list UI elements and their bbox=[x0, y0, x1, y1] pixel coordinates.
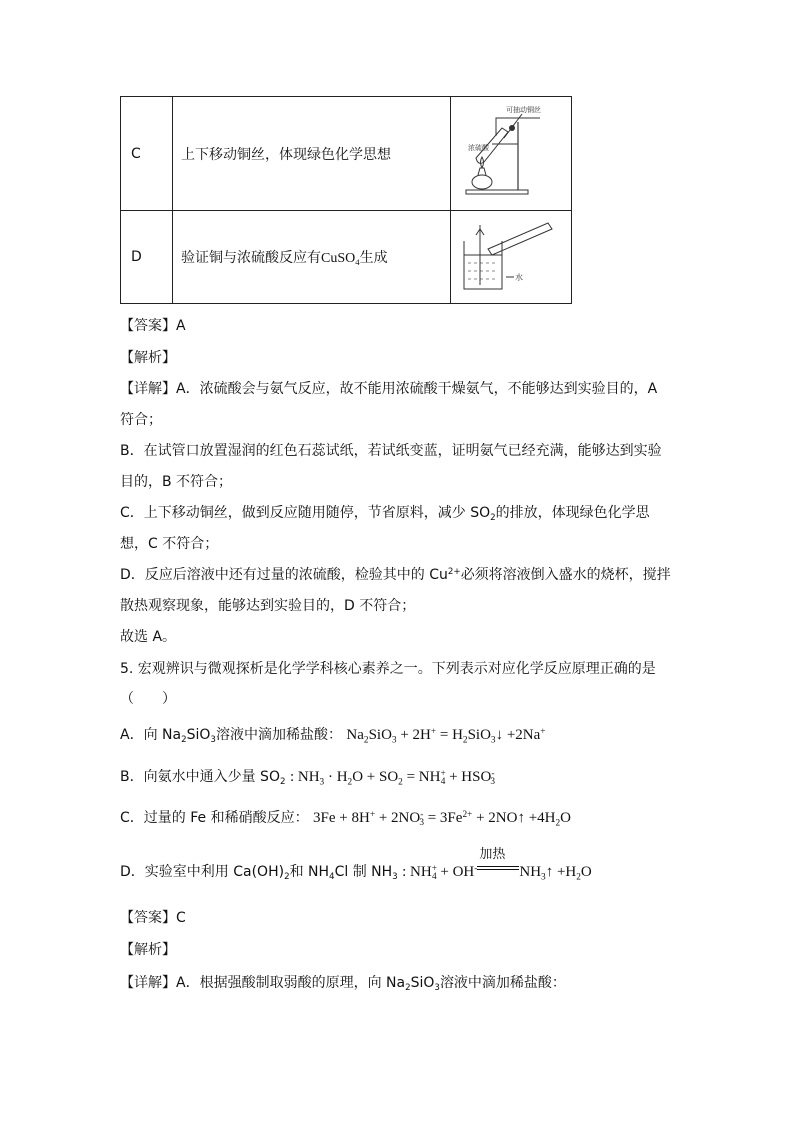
question-stem: 5. 宏观辨识与微观探析是化学学科核心素养之一。下列表示对应化学反应原理正确的是 bbox=[120, 661, 656, 677]
option-description: 上下移动铜丝，体现绿色化学思想 bbox=[173, 97, 451, 211]
apparatus-figure-d bbox=[451, 211, 572, 304]
answer-label: 【答案】C bbox=[120, 910, 186, 926]
table-row bbox=[121, 211, 572, 304]
option-label: D bbox=[121, 211, 173, 304]
detail-line: C．上下移动铜丝，做到反应随用随停，节省原料，减少 $SO_2$的排放，体现绿色化学思 bbox=[120, 505, 650, 524]
figure-label: 可抽动铜丝 bbox=[506, 105, 541, 114]
options-table bbox=[120, 96, 572, 304]
copper-wire-apparatus-icon bbox=[452, 102, 570, 202]
figure-label: 浓硫酸 bbox=[468, 143, 489, 152]
option-label: C bbox=[121, 97, 173, 211]
detail-line: 散热观察现象，能够达到实验目的，D 不符合； bbox=[120, 598, 416, 614]
question-paren: （ ） bbox=[120, 691, 176, 707]
detail-line: 符合； bbox=[120, 412, 162, 428]
table-row bbox=[121, 97, 572, 211]
detail-line: 想，C 不符合； bbox=[120, 536, 219, 552]
heating-condition: 加热 bbox=[477, 858, 519, 878]
detail-line: 目的，B 不符合； bbox=[120, 474, 233, 490]
option-d: D．实验室中利用 $Ca(OH)_2$和 $NH_4Cl$ 制 $NH_3$ : $NH^+_4 + OH^-$ 加热 $NH_3↑ +H_2O$ bbox=[120, 847, 592, 883]
detail-line: B．在试管口放置湿润的红色石蕊试纸，若试纸变蓝，证明氨气已经充满，能够达到实验 bbox=[120, 443, 662, 459]
option-c: C．过量的 Fe 和稀硝酸反应： $3Fe + 8H^+ + 2NO^-_3 = 3Fe^{2+}$ + 2NO↑ $+4H_2O$ bbox=[120, 809, 572, 829]
analysis-label: 【解析】 bbox=[120, 350, 176, 366]
option-a: A．向 $Na_2SiO_3$溶液中滴加稀盐酸： $Na_2SiO_3 + 2H^+$ = $H_2SiO_3↓ +2Na^+$ bbox=[120, 726, 546, 746]
option-b: B．向氨水中通入少量 $SO_2$ : $NH_3 \cdot H_2O + SO_2 = NH^+_4 + HSO^-_3$ bbox=[120, 768, 496, 788]
analysis-label: 【解析】 bbox=[120, 942, 176, 958]
answer-label: 【答案】A bbox=[120, 318, 186, 334]
figure-label: 水 bbox=[515, 273, 523, 282]
apparatus-figure-c bbox=[451, 97, 572, 211]
detail-line: 【详解】A．根据强酸制取弱酸的原理，向 $Na_2SiO_3$溶液中滴加稀盐酸： bbox=[120, 975, 566, 994]
detail-line: 【详解】A．浓硫酸会与氨气反应，故不能用浓硫酸干燥氨气，不能够达到实验目的，A bbox=[120, 381, 658, 397]
detail-line: 故选 A。 bbox=[120, 629, 177, 645]
detail-line: D．反应后溶液中还有过量的浓硫酸，检验其中的 $Cu^{2+}$必须将溶液倒入盛水的烧杯，搅拌 bbox=[120, 567, 671, 583]
option-description: 验证铜与浓硫酸反应有CuSO$_4$生成 bbox=[173, 211, 451, 304]
beaker-icon bbox=[452, 215, 570, 295]
